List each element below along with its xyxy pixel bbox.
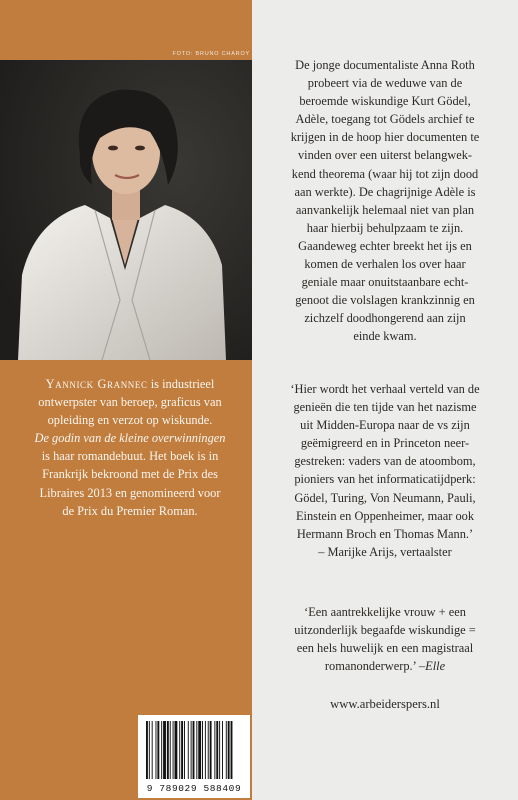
right-panel bbox=[252, 0, 518, 800]
summary-line: krijgen in de hoop hier documenten te bbox=[290, 130, 480, 145]
quote-line: uit Midden-Europa naar de vs zijn bbox=[300, 418, 470, 433]
summary-line: aanvankelijk helemaal niet van plan bbox=[295, 202, 475, 217]
publisher-website: www.arbeiderspers.nl bbox=[330, 697, 440, 711]
quote-source: Elle bbox=[425, 659, 446, 674]
bio-line: ontwerpster van beroep, graficus van bbox=[38, 395, 222, 410]
bio-line: de Prix du Premier Roman. bbox=[62, 503, 198, 518]
quote-line: genieën die ten tijde van het nazisme bbox=[293, 400, 477, 415]
quote-line: pioniers van het informaticatijdperk: bbox=[294, 472, 476, 487]
author-name: Yannick Grannec bbox=[45, 377, 148, 391]
author-portrait-image bbox=[0, 60, 252, 360]
isbn-barcode bbox=[138, 715, 250, 798]
bio-line bbox=[14, 375, 246, 393]
quote-line: Einstein en Oppenheimer, maar ook bbox=[295, 508, 475, 523]
bio-line: Libraires 2013 en genomineerd voor bbox=[39, 485, 221, 500]
quote-line: uitzonderlijk begaafde wiskundige = bbox=[294, 623, 476, 638]
summary-line: kend theorema (waar hij tot zijn dood bbox=[291, 166, 479, 181]
summary-line: zichzelf doodhongerend aan zijn bbox=[304, 311, 466, 326]
summary-line: einde kwam. bbox=[353, 329, 417, 344]
summary-line: De jonge documentaliste Anna Roth bbox=[295, 58, 475, 72]
bio-text: is industrieel bbox=[147, 377, 215, 391]
left-panel bbox=[0, 0, 252, 800]
book-title: De godin van de kleine overwinningen bbox=[34, 431, 226, 446]
quote-line: Hermann Broch en Thomas Mann.’ bbox=[296, 526, 474, 541]
barcode-bars bbox=[144, 721, 244, 779]
summary-line: haar hierbij behulpzaam te zijn. bbox=[306, 220, 464, 235]
quote-text: romanonderwerp.’ – bbox=[324, 659, 426, 674]
isbn-number: 9 789029 588409 bbox=[146, 783, 242, 794]
quote-line: ‘Een aantrekkelijke vrouw + een bbox=[304, 605, 466, 619]
summary-line: Gaandeweg echter breekt het ijs en bbox=[298, 238, 472, 253]
quote-line: ‘Hier wordt het verhaal verteld van de bbox=[290, 382, 480, 396]
summary-line: Adèle, toegang tot Gödels archief te bbox=[295, 112, 475, 127]
author-bio bbox=[14, 375, 246, 520]
summary-line: beroemde wiskundige Kurt Gödel, bbox=[299, 94, 471, 109]
review-quote-arijs bbox=[252, 380, 518, 561]
quote-attribution: – Marijke Arijs, vertaalster bbox=[318, 544, 452, 559]
book-summary bbox=[252, 56, 518, 346]
quote-line: Gödel, Turing, Von Neumann, Pauli, bbox=[294, 490, 476, 505]
summary-line: vinden over een uiterst belangwek- bbox=[297, 148, 473, 163]
quote-line: een hels huwelijk en een magistraal bbox=[296, 641, 474, 656]
review-quote-elle bbox=[252, 603, 518, 675]
quote-line: gestreken: vaders van de atoombom, bbox=[294, 454, 476, 469]
summary-line: genoot die volslagen krankzinnig en bbox=[295, 293, 475, 308]
bio-line: is haar romandebuut. Het boek is in bbox=[41, 449, 219, 464]
summary-line: geniale maar onuitstaanbare echt- bbox=[301, 275, 469, 290]
photo-credit: FOTO: BRUNO CHAROY bbox=[172, 51, 250, 57]
bio-line: opleiding en verzot op wiskunde. bbox=[47, 413, 213, 428]
summary-line: komen de verhalen los over haar bbox=[304, 257, 466, 272]
summary-line: aan werkte). De chagrijnige Adèle is bbox=[294, 184, 476, 199]
summary-line: probeert via de weduwe van de bbox=[307, 76, 463, 91]
bio-line: Frankrijk bekroond met de Prix des bbox=[42, 467, 218, 482]
author-photo bbox=[0, 60, 252, 360]
quote-line: geëmigreerd en in Princeton neer- bbox=[300, 436, 470, 451]
quote-line bbox=[252, 657, 518, 675]
